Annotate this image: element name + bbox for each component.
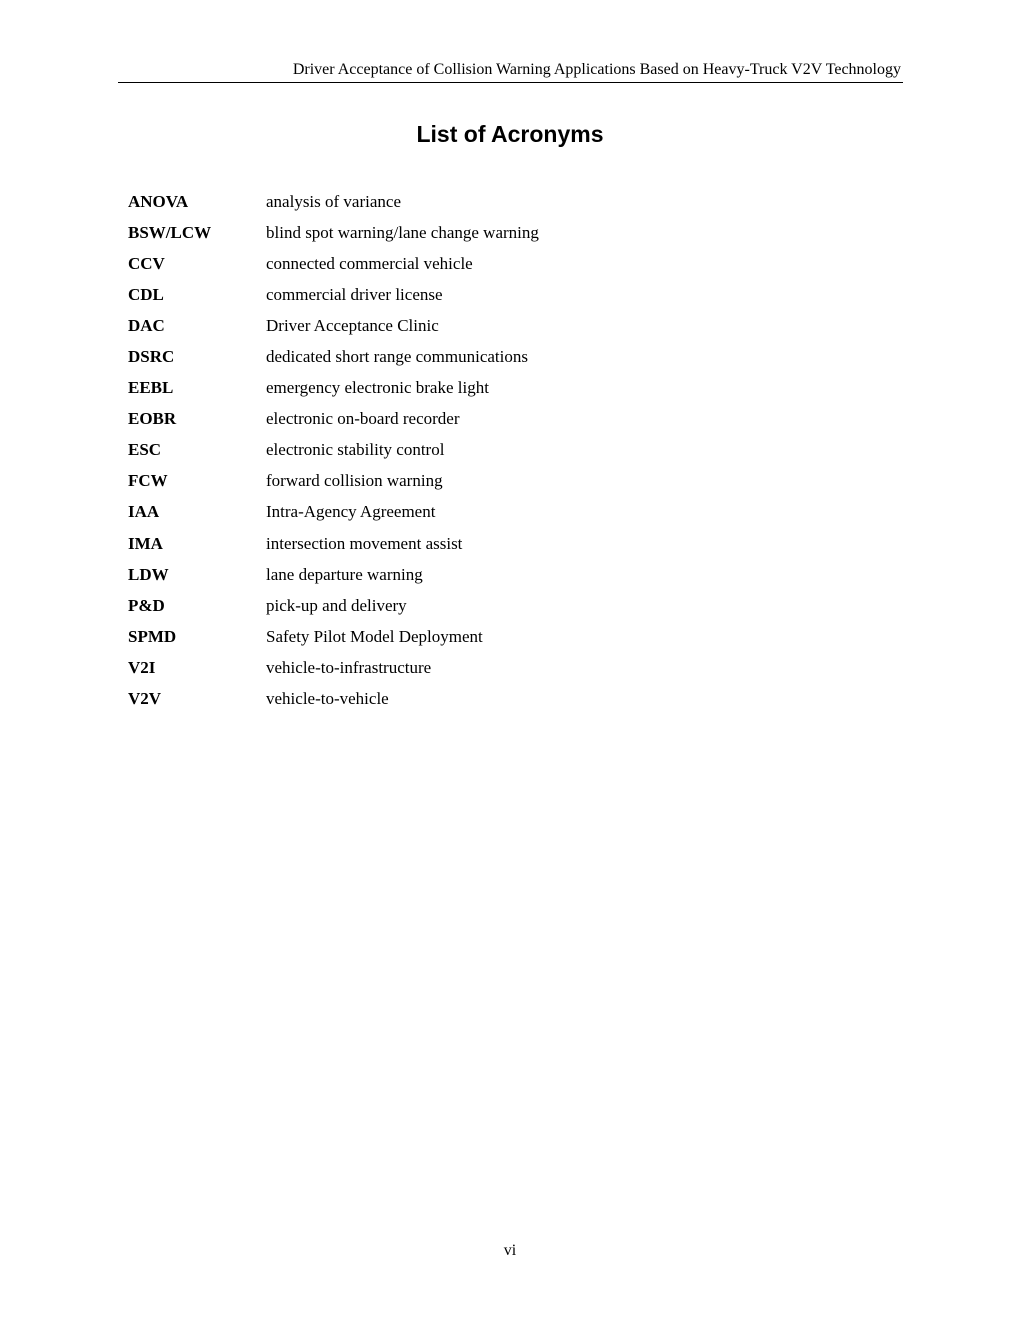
acronym-term: V2V xyxy=(128,689,162,709)
acronym-row xyxy=(128,621,828,652)
acronym-row xyxy=(128,435,828,466)
acronym-row xyxy=(128,404,828,435)
acronym-row xyxy=(128,684,828,715)
acronym-list xyxy=(128,186,828,715)
acronym-term: CDL xyxy=(128,284,164,304)
acronym-term: P&D xyxy=(128,595,165,615)
acronym-term: IAA xyxy=(128,502,160,522)
acronym-definition: vehicle-to-vehicle xyxy=(266,689,389,709)
acronym-term: CCV xyxy=(128,253,165,273)
acronym-row xyxy=(128,373,828,404)
acronym-row xyxy=(128,341,828,372)
acronym-definition: analysis of variance xyxy=(266,191,401,211)
acronym-definition: Driver Acceptance Clinic xyxy=(266,315,439,335)
acronym-term: LDW xyxy=(128,564,169,584)
acronym-term: DAC xyxy=(128,315,165,335)
running-header-title: Driver Acceptance of Collision Warning Applications Based on Heavy-Truck V2V Technology xyxy=(292,61,901,78)
acronym-definition: blind spot warning/lane change warning xyxy=(266,222,539,242)
acronym-definition: Intra-Agency Agreement xyxy=(266,502,436,522)
acronym-term: IMA xyxy=(128,533,163,553)
acronym-row xyxy=(128,279,828,310)
acronym-definition: connected commercial vehicle xyxy=(266,253,473,273)
acronym-term: ESC xyxy=(128,440,162,460)
acronym-definition: emergency electronic brake light xyxy=(266,378,489,398)
acronym-row xyxy=(128,497,828,528)
acronym-row xyxy=(128,248,828,279)
acronym-row xyxy=(128,590,828,621)
acronym-definition: forward collision warning xyxy=(266,471,443,491)
running-header xyxy=(118,60,903,83)
acronym-row xyxy=(128,528,828,559)
acronym-term: ANOVA xyxy=(128,191,189,211)
acronym-definition: intersection movement assist xyxy=(266,533,463,553)
page-number: vi xyxy=(503,1242,517,1259)
acronym-definition: Safety Pilot Model Deployment xyxy=(266,626,483,646)
acronym-row xyxy=(128,466,828,497)
acronym-term: FCW xyxy=(128,471,168,491)
acronym-row xyxy=(128,652,828,683)
acronym-term: BSW/LCW xyxy=(128,222,212,242)
acronym-term: EEBL xyxy=(128,378,174,398)
acronym-row xyxy=(128,217,828,248)
page-title: List of Acronyms xyxy=(416,121,604,147)
acronym-term: DSRC xyxy=(128,347,175,367)
acronym-row xyxy=(128,186,828,217)
acronym-definition: electronic stability control xyxy=(266,440,445,460)
acronym-definition: dedicated short range communications xyxy=(266,347,528,367)
acronym-definition: pick-up and delivery xyxy=(266,595,407,615)
acronym-definition: lane departure warning xyxy=(266,564,423,584)
acronym-term: SPMD xyxy=(128,626,177,646)
acronym-definition: commercial driver license xyxy=(266,284,443,304)
acronym-definition: vehicle-to-infrastructure xyxy=(266,657,432,677)
acronym-term: EOBR xyxy=(128,409,177,429)
acronym-row xyxy=(128,559,828,590)
acronym-row xyxy=(128,310,828,341)
acronym-term: V2I xyxy=(128,657,156,677)
acronym-definition: electronic on-board recorder xyxy=(266,409,460,429)
